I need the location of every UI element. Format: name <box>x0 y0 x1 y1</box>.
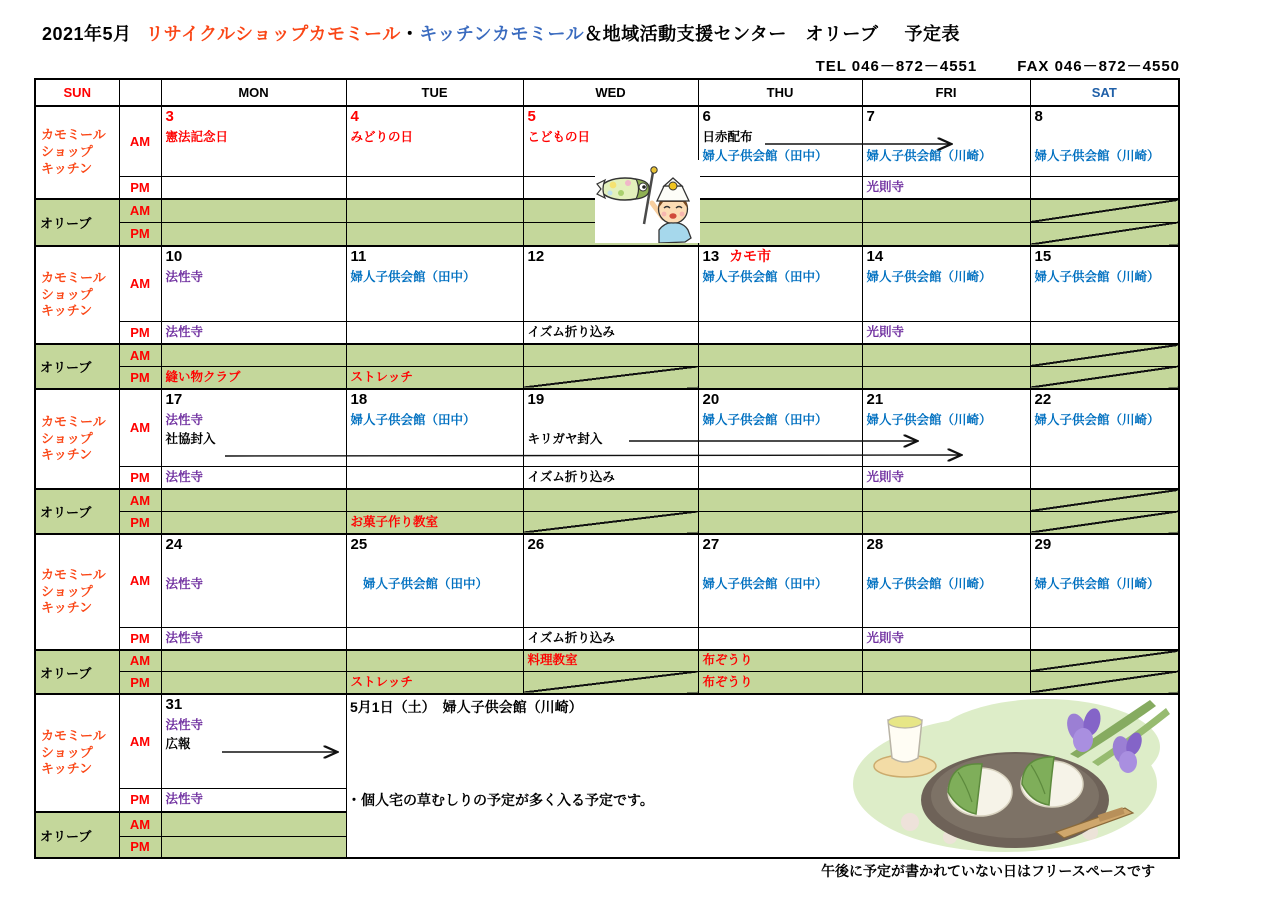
olive-pm-label: PM <box>119 366 161 389</box>
day-pm-cell <box>523 466 698 489</box>
event-text: 婦人子供会館（川崎） <box>866 412 992 427</box>
olive-am-cell <box>698 650 862 671</box>
kashiwamochi-tea-illustration <box>830 692 1180 856</box>
olive-row-label <box>35 489 119 534</box>
event-text: 縫い物クラブ <box>165 369 241 384</box>
event-text: ストレッチ <box>350 674 413 689</box>
event-text <box>699 556 862 575</box>
olive-pm-label: PM <box>119 511 161 534</box>
olive-pm-label: PM <box>119 222 161 246</box>
olive-am-cell <box>523 650 698 671</box>
event-text: キリガヤ封入 <box>527 431 603 446</box>
pm-label: PM <box>119 466 161 489</box>
day-pm-cell <box>161 788 346 812</box>
tel-number: TEL 046－872－4551 <box>815 58 978 75</box>
fax-number: FAX 046－872－4550 <box>1017 58 1180 75</box>
date-number: 20 <box>702 391 720 408</box>
date-label <box>699 535 862 556</box>
date-label <box>347 247 523 268</box>
olive-pm-cell <box>161 836 346 858</box>
week-pm-row <box>35 627 1179 650</box>
kamomile-label-text: カモミール ショップ キッチン <box>41 413 106 463</box>
day-pm-cell <box>698 466 862 489</box>
kamomile-label-text: カモミール ショップ キッチン <box>41 727 106 777</box>
week-pm-row <box>35 466 1179 489</box>
event-text: 婦人子供会館（田中） <box>350 412 476 427</box>
day-pm-cell <box>862 627 1030 650</box>
date-number: 15 <box>1034 248 1052 265</box>
olive-row-label <box>35 199 119 246</box>
date-number: 13 <box>702 248 720 265</box>
olive-am-cell <box>161 650 346 671</box>
crossed-out-cell <box>1030 671 1179 694</box>
olive-am-cell <box>523 344 698 366</box>
day-am-cell <box>161 246 346 321</box>
pm-label: PM <box>119 321 161 344</box>
day-am-cell <box>523 246 698 321</box>
date-label <box>699 107 862 128</box>
kamomile-row-label <box>35 534 119 650</box>
day-header-mon: MON <box>161 79 346 106</box>
day-pm-cell <box>698 627 862 650</box>
olive-row-label <box>35 812 119 858</box>
date-label <box>347 390 523 411</box>
am-label: AM <box>119 534 161 627</box>
olive-pm-cell <box>346 366 523 389</box>
event-text: 布ぞうり <box>702 653 753 668</box>
day-pm-cell <box>1030 466 1179 489</box>
date-number: 18 <box>350 391 368 408</box>
event-text: 婦人子供会館（田中） <box>702 269 828 284</box>
day-am-cell <box>862 106 1030 176</box>
day-am-cell <box>523 389 698 466</box>
koinobori-boy-illustration <box>595 160 700 243</box>
weekday-header-row <box>35 79 1179 106</box>
olive-am-cell <box>346 650 523 671</box>
crossed-out-cell <box>523 511 698 534</box>
date-label <box>347 107 523 128</box>
date-number: 5 <box>527 108 536 125</box>
day-pm-cell <box>523 627 698 650</box>
event-text <box>1031 128 1179 147</box>
event-text: ストレッチ <box>350 369 413 384</box>
event-text <box>524 411 698 430</box>
olive-am-cell <box>161 489 346 511</box>
olive-am-label: AM <box>119 812 161 836</box>
crossed-out-cell <box>523 366 698 389</box>
event-text: 法性寺 <box>165 412 204 427</box>
date-number: 24 <box>165 536 183 553</box>
day-am-cell <box>346 534 523 627</box>
event-text <box>162 556 346 575</box>
crossed-out-cell <box>1030 344 1179 366</box>
olive-label-text: オリーブ <box>40 665 92 681</box>
pm-label: PM <box>119 788 161 812</box>
event-text: 婦人子供会館（田中） <box>702 412 828 427</box>
olive-am-cell <box>862 489 1030 511</box>
am-label: AM <box>119 246 161 321</box>
note-may1: 5月1日（土） 婦人子供会館（川崎） <box>350 699 583 715</box>
day-am-cell <box>161 389 346 466</box>
date-label <box>524 247 698 268</box>
date-number: 12 <box>527 248 545 265</box>
olive-am-label: AM <box>119 650 161 671</box>
event-text: イズム折り込み <box>527 469 615 484</box>
olive-pm-label: PM <box>119 671 161 694</box>
olive-am-label: AM <box>119 199 161 222</box>
kamomile-row-label <box>35 106 119 199</box>
date-label <box>863 535 1030 556</box>
day-pm-cell <box>161 466 346 489</box>
olive-pm-cell <box>862 366 1030 389</box>
day-pm-cell <box>346 627 523 650</box>
olive-am-cell <box>862 650 1030 671</box>
day-header-wed: WED <box>523 79 698 106</box>
olive-am-row <box>35 650 1179 671</box>
olive-pm-cell <box>346 511 523 534</box>
olive-am-label: AM <box>119 489 161 511</box>
date-extra-label: カモ市 <box>729 248 772 264</box>
day-pm-cell <box>523 321 698 344</box>
event-text: イズム折り込み <box>527 630 615 645</box>
day-header-fri: FRI <box>862 79 1030 106</box>
date-label <box>1031 390 1179 411</box>
date-label <box>162 107 346 128</box>
olive-am-cell <box>161 812 346 836</box>
day-am-cell <box>698 534 862 627</box>
date-label <box>524 107 698 128</box>
date-label <box>347 535 523 556</box>
am-label: AM <box>119 694 161 788</box>
olive-pm-cell <box>346 222 523 246</box>
date-number: 28 <box>866 536 884 553</box>
date-label <box>162 535 346 556</box>
day-header-sat: SAT <box>1030 79 1179 106</box>
note-kusamushiri: ・個人宅の草むしりの予定が多く入る予定です。 <box>347 792 654 808</box>
event-text: 婦人子供会館（田中） <box>702 576 828 591</box>
olive-am-cell <box>862 344 1030 366</box>
olive-row-label <box>35 344 119 389</box>
date-number: 19 <box>527 391 545 408</box>
event-text: 法性寺 <box>165 792 204 807</box>
week-pm-row <box>35 321 1179 344</box>
title-center-name: ＆地域活動支援センター オリーブ <box>584 24 879 44</box>
event-text: 布ぞうり <box>702 674 753 689</box>
crossed-out-cell <box>1030 366 1179 389</box>
crossed-out-cell <box>1030 222 1179 246</box>
day-header-thu: THU <box>698 79 862 106</box>
event-text: 料理教室 <box>527 653 578 668</box>
week-am-row <box>35 246 1179 321</box>
title-separator: ・ <box>400 24 420 44</box>
crossed-out-cell <box>1030 650 1179 671</box>
day-am-cell <box>161 694 346 788</box>
crossed-out-cell <box>523 671 698 694</box>
day-header-sun: SUN <box>35 79 119 106</box>
kamomile-row-label <box>35 694 119 812</box>
olive-pm-cell <box>346 671 523 694</box>
date-number: 26 <box>527 536 545 553</box>
event-text: 憲法記念日 <box>165 129 229 144</box>
event-text <box>1031 556 1179 575</box>
event-text: 婦人子供会館（田中） <box>702 148 828 163</box>
day-am-cell <box>346 106 523 176</box>
date-number: 27 <box>702 536 720 553</box>
title-schedule-word: 予定表 <box>904 24 960 44</box>
olive-am-cell <box>346 344 523 366</box>
day-pm-cell <box>1030 321 1179 344</box>
event-text: 社協封入 <box>165 431 216 446</box>
event-text: イズム折り込み <box>527 324 615 339</box>
event-text: 婦人子供会館（川崎） <box>1034 576 1160 591</box>
date-label <box>699 390 862 411</box>
date-label <box>863 390 1030 411</box>
contact-info <box>816 55 1180 76</box>
day-pm-cell <box>862 176 1030 199</box>
date-number: 4 <box>350 108 359 125</box>
day-am-cell <box>346 389 523 466</box>
title-kitchen-name: キッチンカモミール <box>419 24 585 44</box>
olive-am-cell <box>698 489 862 511</box>
date-number: 31 <box>165 696 183 713</box>
olive-am-row <box>35 344 1179 366</box>
olive-label-text: オリーブ <box>40 216 92 231</box>
date-number: 11 <box>350 248 367 265</box>
olive-am-cell <box>698 199 862 222</box>
date-label <box>1031 247 1179 268</box>
date-number: 21 <box>866 391 884 408</box>
olive-pm-row <box>35 366 1179 389</box>
date-label <box>1031 535 1179 556</box>
day-pm-cell <box>161 176 346 199</box>
event-text: 婦人子供会館（田中） <box>350 576 489 591</box>
event-text <box>863 556 1030 575</box>
olive-pm-label: PM <box>119 836 161 858</box>
day-pm-cell <box>346 321 523 344</box>
date-label <box>524 390 698 411</box>
week-am-row <box>35 534 1179 627</box>
event-text: 婦人子供会館（川崎） <box>1034 269 1160 284</box>
pm-label: PM <box>119 627 161 650</box>
olive-label-text: オリーブ <box>40 360 92 375</box>
kamomile-row-label <box>35 246 119 344</box>
event-text <box>863 128 1030 147</box>
olive-row-label <box>35 650 119 694</box>
date-number: 10 <box>165 248 183 265</box>
event-text: 婦人子供会館（川崎） <box>866 269 992 284</box>
day-am-cell <box>161 106 346 176</box>
event-text <box>347 556 523 575</box>
event-text: みどりの日 <box>350 129 414 144</box>
event-text: 法性寺 <box>165 576 204 591</box>
kamomile-label-text: カモミール ショップ キッチン <box>41 269 106 319</box>
event-text: こどもの日 <box>527 129 591 144</box>
day-am-cell <box>862 389 1030 466</box>
day-am-cell <box>1030 246 1179 321</box>
olive-pm-cell <box>161 222 346 246</box>
day-am-cell <box>161 534 346 627</box>
title-month: 2021年5月 <box>42 24 132 44</box>
am-label: AM <box>119 389 161 466</box>
olive-am-label: AM <box>119 344 161 366</box>
day-am-cell <box>523 534 698 627</box>
day-pm-cell <box>161 627 346 650</box>
event-text: 光則寺 <box>866 324 905 339</box>
day-am-cell <box>1030 389 1179 466</box>
event-text: 法性寺 <box>165 630 204 645</box>
page-title <box>42 20 960 46</box>
olive-pm-cell <box>698 671 862 694</box>
event-text: 法性寺 <box>165 269 204 284</box>
olive-pm-cell <box>161 511 346 534</box>
date-number: 8 <box>1034 108 1043 125</box>
olive-label-text: オリーブ <box>40 505 92 520</box>
pm-label: PM <box>119 176 161 199</box>
olive-am-cell <box>346 199 523 222</box>
olive-pm-row <box>35 511 1179 534</box>
event-text: 婦人子供会館（田中） <box>350 269 476 284</box>
olive-am-cell <box>523 489 698 511</box>
date-label <box>1031 107 1179 128</box>
event-text: 法性寺 <box>165 324 204 339</box>
crossed-out-cell <box>1030 489 1179 511</box>
event-text: 光則寺 <box>866 179 905 194</box>
olive-pm-cell <box>698 366 862 389</box>
date-number: 3 <box>165 108 174 125</box>
date-label <box>162 247 346 268</box>
date-label <box>863 247 1030 268</box>
week-am-row <box>35 389 1179 466</box>
event-text: 光則寺 <box>866 469 905 484</box>
date-number: 6 <box>702 108 711 125</box>
olive-am-cell <box>346 489 523 511</box>
event-text: 法性寺 <box>165 717 204 732</box>
olive-am-cell <box>862 199 1030 222</box>
event-text: 光則寺 <box>866 630 905 645</box>
olive-label-text: オリーブ <box>40 828 92 844</box>
event-text: 婦人子供会館（川崎） <box>1034 412 1160 427</box>
olive-pm-row <box>35 671 1179 694</box>
date-number: 7 <box>866 108 875 125</box>
olive-pm-cell <box>698 511 862 534</box>
day-header-tue: TUE <box>346 79 523 106</box>
crossed-out-cell <box>1030 511 1179 534</box>
date-label <box>863 107 1030 128</box>
kamomile-label-text: カモミール ショップ キッチン <box>41 127 106 176</box>
kamomile-label-text: カモミール ショップ キッチン <box>41 566 106 616</box>
olive-pm-cell <box>161 366 346 389</box>
day-pm-cell <box>862 321 1030 344</box>
day-pm-cell <box>698 176 862 199</box>
day-pm-cell <box>346 466 523 489</box>
olive-pm-cell <box>161 671 346 694</box>
olive-pm-cell <box>698 222 862 246</box>
date-number: 22 <box>1034 391 1052 408</box>
date-number: 17 <box>165 391 183 408</box>
am-label: AM <box>119 106 161 176</box>
day-am-cell <box>698 389 862 466</box>
event-text: 婦人子供会館（川崎） <box>1034 148 1160 163</box>
olive-pm-cell <box>862 671 1030 694</box>
title-shop-name: リサイクルショップカモミール <box>145 24 401 44</box>
event-text: お菓子作り教室 <box>350 514 439 529</box>
event-text: 広報 <box>165 736 191 751</box>
day-pm-cell <box>346 176 523 199</box>
olive-pm-cell <box>862 511 1030 534</box>
day-am-cell <box>1030 106 1179 176</box>
day-am-cell <box>698 246 862 321</box>
footer-note: 午後に予定が書かれていない日はフリースペースです <box>820 863 1155 879</box>
olive-am-cell <box>161 199 346 222</box>
event-text: 法性寺 <box>165 469 204 484</box>
event-text: 婦人子供会館（川崎） <box>866 576 992 591</box>
day-pm-cell <box>698 321 862 344</box>
day-pm-cell <box>161 321 346 344</box>
date-label <box>699 247 862 268</box>
day-am-cell <box>862 534 1030 627</box>
crossed-out-cell <box>1030 199 1179 222</box>
kamomile-row-label <box>35 389 119 489</box>
olive-am-cell <box>698 344 862 366</box>
day-am-cell <box>698 106 862 176</box>
day-pm-cell <box>1030 176 1179 199</box>
date-label <box>162 695 346 716</box>
day-pm-cell <box>1030 627 1179 650</box>
olive-am-cell <box>161 344 346 366</box>
date-label <box>162 390 346 411</box>
event-text: 婦人子供会館（川崎） <box>866 148 992 163</box>
olive-pm-cell <box>862 222 1030 246</box>
olive-am-row <box>35 489 1179 511</box>
date-label <box>524 535 698 556</box>
event-text: 日赤配布 <box>702 129 753 144</box>
header-spacer <box>119 79 161 106</box>
date-number: 14 <box>866 248 884 265</box>
date-number: 29 <box>1034 536 1052 553</box>
day-am-cell <box>346 246 523 321</box>
day-am-cell <box>862 246 1030 321</box>
day-am-cell <box>1030 534 1179 627</box>
date-number: 25 <box>350 536 368 553</box>
day-pm-cell <box>862 466 1030 489</box>
